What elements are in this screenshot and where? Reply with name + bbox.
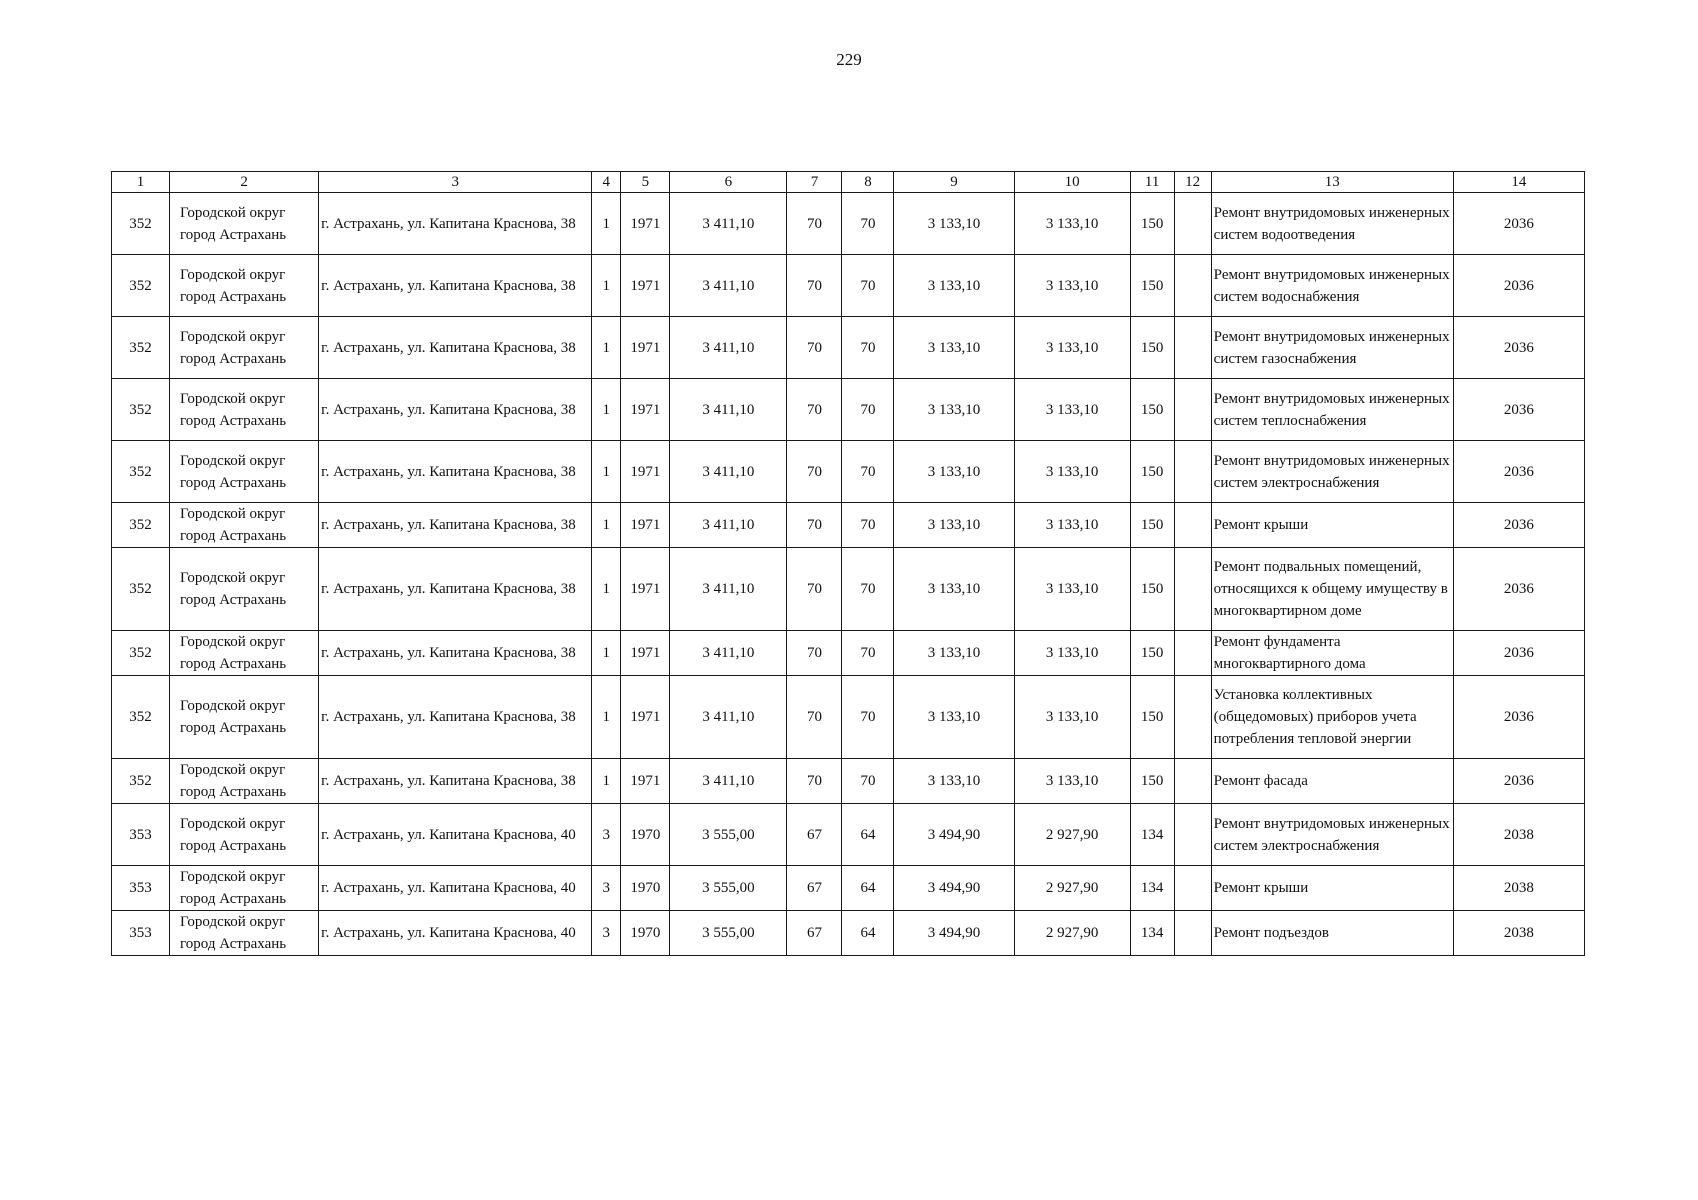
column-10-cell: 3 133,10 (1014, 631, 1130, 676)
address-cell: г. Астрахань, ул. Капитана Краснова, 40 (319, 911, 592, 956)
completion-year-cell: 2036 (1453, 759, 1584, 804)
work-type-cell: Установка коллективных (общедомовых) приборов учета потребления тепловой энергии (1211, 676, 1453, 759)
column-7-cell: 70 (787, 379, 842, 441)
column-7-cell: 70 (787, 317, 842, 379)
municipality-cell: Городской округ город Астрахань (170, 804, 319, 866)
table-row (112, 317, 1585, 379)
column-7-cell: 70 (787, 548, 842, 631)
year-cell: 1971 (621, 379, 670, 441)
column-9-cell: 3 494,90 (894, 804, 1014, 866)
completion-year-cell: 2036 (1453, 503, 1584, 548)
column-10-cell: 2 927,90 (1014, 866, 1130, 911)
column-12-cell (1174, 255, 1211, 317)
column-10-cell: 3 133,10 (1014, 379, 1130, 441)
column-6-cell: 3 411,10 (670, 759, 787, 804)
row-number-cell: 352 (112, 759, 170, 804)
work-type-cell: Ремонт крыши (1211, 503, 1453, 548)
column-11-cell: 134 (1130, 804, 1174, 866)
table-row (112, 255, 1585, 317)
column-11-cell: 150 (1130, 317, 1174, 379)
year-cell: 1970 (621, 866, 670, 911)
table-row (112, 911, 1585, 956)
column-10-cell: 3 133,10 (1014, 317, 1130, 379)
row-number-cell: 352 (112, 548, 170, 631)
municipality-cell: Городской округ город Астрахань (170, 631, 319, 676)
address-cell: г. Астрахань, ул. Капитана Краснова, 38 (319, 548, 592, 631)
column-6-cell: 3 411,10 (670, 317, 787, 379)
row-number-cell: 352 (112, 255, 170, 317)
table-body (112, 193, 1585, 956)
column-10-cell: 3 133,10 (1014, 255, 1130, 317)
work-type-cell: Ремонт фундамента многоквартирного дома (1211, 631, 1453, 676)
completion-year-cell: 2036 (1453, 441, 1584, 503)
column-4-cell: 1 (592, 631, 621, 676)
year-cell: 1971 (621, 503, 670, 548)
column-12-cell (1174, 441, 1211, 503)
municipality-cell: Городской округ город Астрахань (170, 441, 319, 503)
municipality-cell: Городской округ город Астрахань (170, 379, 319, 441)
column-8-cell: 70 (842, 379, 894, 441)
column-4-cell: 3 (592, 804, 621, 866)
year-cell: 1971 (621, 193, 670, 255)
column-9-cell: 3 133,10 (894, 631, 1014, 676)
address-cell: г. Астрахань, ул. Капитана Краснова, 38 (319, 631, 592, 676)
column-header: 3 (319, 172, 592, 193)
completion-year-cell: 2036 (1453, 548, 1584, 631)
page-number: 229 (836, 50, 862, 69)
column-4-cell: 1 (592, 379, 621, 441)
work-type-cell: Ремонт подвальных помещений, относящихся к общему имуществу в многоквартирном доме (1211, 548, 1453, 631)
year-cell: 1971 (621, 441, 670, 503)
column-7-cell: 67 (787, 866, 842, 911)
column-header: 9 (894, 172, 1014, 193)
row-number-cell: 353 (112, 911, 170, 956)
year-cell: 1971 (621, 317, 670, 379)
completion-year-cell: 2036 (1453, 255, 1584, 317)
address-cell: г. Астрахань, ул. Капитана Краснова, 38 (319, 503, 592, 548)
column-header: 13 (1211, 172, 1453, 193)
row-number-cell: 353 (112, 866, 170, 911)
column-9-cell: 3 133,10 (894, 317, 1014, 379)
table-row (112, 503, 1585, 548)
completion-year-cell: 2036 (1453, 631, 1584, 676)
column-8-cell: 64 (842, 911, 894, 956)
column-4-cell: 1 (592, 441, 621, 503)
column-header: 8 (842, 172, 894, 193)
column-11-cell: 150 (1130, 441, 1174, 503)
row-number-cell: 352 (112, 441, 170, 503)
column-10-cell: 3 133,10 (1014, 193, 1130, 255)
table-row (112, 631, 1585, 676)
column-9-cell: 3 133,10 (894, 255, 1014, 317)
column-11-cell: 134 (1130, 911, 1174, 956)
work-type-cell: Ремонт внутридомовых инженерных систем водоотведения (1211, 193, 1453, 255)
column-4-cell: 1 (592, 193, 621, 255)
column-7-cell: 70 (787, 759, 842, 804)
address-cell: г. Астрахань, ул. Капитана Краснова, 38 (319, 441, 592, 503)
column-11-cell: 150 (1130, 759, 1174, 804)
column-header: 11 (1130, 172, 1174, 193)
column-6-cell: 3 411,10 (670, 548, 787, 631)
table-row (112, 804, 1585, 866)
column-11-cell: 150 (1130, 379, 1174, 441)
column-12-cell (1174, 631, 1211, 676)
municipality-cell: Городской округ город Астрахань (170, 548, 319, 631)
work-type-cell: Ремонт крыши (1211, 866, 1453, 911)
year-cell: 1971 (621, 631, 670, 676)
table-row (112, 759, 1585, 804)
column-7-cell: 70 (787, 631, 842, 676)
municipality-cell: Городской округ город Астрахань (170, 255, 319, 317)
address-cell: г. Астрахань, ул. Капитана Краснова, 38 (319, 193, 592, 255)
municipality-cell: Городской округ город Астрахань (170, 759, 319, 804)
table-row (112, 379, 1585, 441)
column-8-cell: 64 (842, 804, 894, 866)
column-10-cell: 3 133,10 (1014, 503, 1130, 548)
column-header: 4 (592, 172, 621, 193)
work-type-cell: Ремонт внутридомовых инженерных систем водоснабжения (1211, 255, 1453, 317)
completion-year-cell: 2036 (1453, 379, 1584, 441)
column-header: 6 (670, 172, 787, 193)
column-10-cell: 3 133,10 (1014, 548, 1130, 631)
column-9-cell: 3 133,10 (894, 503, 1014, 548)
column-6-cell: 3 411,10 (670, 631, 787, 676)
municipality-cell: Городской округ город Астрахань (170, 503, 319, 548)
column-8-cell: 64 (842, 866, 894, 911)
row-number-cell: 352 (112, 503, 170, 548)
address-cell: г. Астрахань, ул. Капитана Краснова, 38 (319, 379, 592, 441)
column-header: 2 (170, 172, 319, 193)
column-11-cell: 150 (1130, 676, 1174, 759)
municipality-cell: Городской округ город Астрахань (170, 676, 319, 759)
column-10-cell: 3 133,10 (1014, 676, 1130, 759)
column-8-cell: 70 (842, 759, 894, 804)
municipality-cell: Городской округ город Астрахань (170, 193, 319, 255)
column-4-cell: 1 (592, 503, 621, 548)
column-10-cell: 3 133,10 (1014, 441, 1130, 503)
column-4-cell: 1 (592, 676, 621, 759)
column-11-cell: 150 (1130, 631, 1174, 676)
column-4-cell: 3 (592, 866, 621, 911)
row-number-cell: 353 (112, 804, 170, 866)
column-6-cell: 3 411,10 (670, 503, 787, 548)
work-type-cell: Ремонт подъездов (1211, 911, 1453, 956)
completion-year-cell: 2036 (1453, 317, 1584, 379)
column-11-cell: 150 (1130, 548, 1174, 631)
column-9-cell: 3 133,10 (894, 441, 1014, 503)
column-12-cell (1174, 804, 1211, 866)
column-9-cell: 3 494,90 (894, 911, 1014, 956)
work-type-cell: Ремонт внутридомовых инженерных систем теплоснабжения (1211, 379, 1453, 441)
column-11-cell: 150 (1130, 255, 1174, 317)
table-row (112, 866, 1585, 911)
year-cell: 1971 (621, 759, 670, 804)
municipality-cell: Городской округ город Астрахань (170, 911, 319, 956)
row-number-cell: 352 (112, 317, 170, 379)
column-11-cell: 150 (1130, 503, 1174, 548)
table-row (112, 441, 1585, 503)
year-cell: 1971 (621, 255, 670, 317)
table-row (112, 193, 1585, 255)
column-header: 10 (1014, 172, 1130, 193)
column-header: 5 (621, 172, 670, 193)
address-cell: г. Астрахань, ул. Капитана Краснова, 38 (319, 759, 592, 804)
column-8-cell: 70 (842, 441, 894, 503)
work-type-cell: Ремонт внутридомовых инженерных систем электроснабжения (1211, 441, 1453, 503)
column-9-cell: 3 133,10 (894, 759, 1014, 804)
column-header: 12 (1174, 172, 1211, 193)
column-12-cell (1174, 317, 1211, 379)
column-6-cell: 3 411,10 (670, 676, 787, 759)
column-12-cell (1174, 911, 1211, 956)
column-4-cell: 1 (592, 548, 621, 631)
column-12-cell (1174, 503, 1211, 548)
column-7-cell: 70 (787, 676, 842, 759)
completion-year-cell: 2038 (1453, 804, 1584, 866)
row-number-cell: 352 (112, 631, 170, 676)
column-7-cell: 67 (787, 804, 842, 866)
column-number-row (112, 172, 1585, 193)
year-cell: 1971 (621, 548, 670, 631)
column-8-cell: 70 (842, 548, 894, 631)
column-header: 7 (787, 172, 842, 193)
column-8-cell: 70 (842, 631, 894, 676)
column-12-cell (1174, 379, 1211, 441)
repair-program-table (111, 171, 1585, 956)
address-cell: г. Астрахань, ул. Капитана Краснова, 40 (319, 866, 592, 911)
address-cell: г. Астрахань, ул. Капитана Краснова, 38 (319, 676, 592, 759)
column-11-cell: 150 (1130, 193, 1174, 255)
column-8-cell: 70 (842, 676, 894, 759)
column-7-cell: 70 (787, 441, 842, 503)
column-12-cell (1174, 759, 1211, 804)
column-8-cell: 70 (842, 255, 894, 317)
work-type-cell: Ремонт внутридомовых инженерных систем газоснабжения (1211, 317, 1453, 379)
completion-year-cell: 2038 (1453, 911, 1584, 956)
year-cell: 1971 (621, 676, 670, 759)
column-7-cell: 70 (787, 255, 842, 317)
column-12-cell (1174, 193, 1211, 255)
completion-year-cell: 2036 (1453, 193, 1584, 255)
column-7-cell: 70 (787, 503, 842, 548)
work-type-cell: Ремонт фасада (1211, 759, 1453, 804)
completion-year-cell: 2036 (1453, 676, 1584, 759)
column-9-cell: 3 494,90 (894, 866, 1014, 911)
column-11-cell: 134 (1130, 866, 1174, 911)
row-number-cell: 352 (112, 676, 170, 759)
column-header: 14 (1453, 172, 1584, 193)
column-7-cell: 67 (787, 911, 842, 956)
column-6-cell: 3 555,00 (670, 866, 787, 911)
column-4-cell: 1 (592, 255, 621, 317)
column-6-cell: 3 555,00 (670, 911, 787, 956)
row-number-cell: 352 (112, 379, 170, 441)
column-9-cell: 3 133,10 (894, 193, 1014, 255)
address-cell: г. Астрахань, ул. Капитана Краснова, 38 (319, 255, 592, 317)
address-cell: г. Астрахань, ул. Капитана Краснова, 38 (319, 317, 592, 379)
column-6-cell: 3 555,00 (670, 804, 787, 866)
column-10-cell: 2 927,90 (1014, 911, 1130, 956)
column-10-cell: 2 927,90 (1014, 804, 1130, 866)
address-cell: г. Астрахань, ул. Капитана Краснова, 40 (319, 804, 592, 866)
row-number-cell: 352 (112, 193, 170, 255)
column-4-cell: 1 (592, 759, 621, 804)
table-row (112, 676, 1585, 759)
column-6-cell: 3 411,10 (670, 441, 787, 503)
column-9-cell: 3 133,10 (894, 548, 1014, 631)
completion-year-cell: 2038 (1453, 866, 1584, 911)
column-6-cell: 3 411,10 (670, 193, 787, 255)
column-6-cell: 3 411,10 (670, 379, 787, 441)
table-row (112, 548, 1585, 631)
column-12-cell (1174, 548, 1211, 631)
year-cell: 1970 (621, 804, 670, 866)
column-8-cell: 70 (842, 193, 894, 255)
column-10-cell: 3 133,10 (1014, 759, 1130, 804)
column-9-cell: 3 133,10 (894, 676, 1014, 759)
column-12-cell (1174, 676, 1211, 759)
work-type-cell: Ремонт внутридомовых инженерных систем электроснабжения (1211, 804, 1453, 866)
column-7-cell: 70 (787, 193, 842, 255)
column-12-cell (1174, 866, 1211, 911)
column-9-cell: 3 133,10 (894, 379, 1014, 441)
year-cell: 1970 (621, 911, 670, 956)
column-6-cell: 3 411,10 (670, 255, 787, 317)
municipality-cell: Городской округ город Астрахань (170, 317, 319, 379)
column-8-cell: 70 (842, 503, 894, 548)
column-8-cell: 70 (842, 317, 894, 379)
column-header: 1 (112, 172, 170, 193)
municipality-cell: Городской округ город Астрахань (170, 866, 319, 911)
column-4-cell: 1 (592, 317, 621, 379)
column-4-cell: 3 (592, 911, 621, 956)
